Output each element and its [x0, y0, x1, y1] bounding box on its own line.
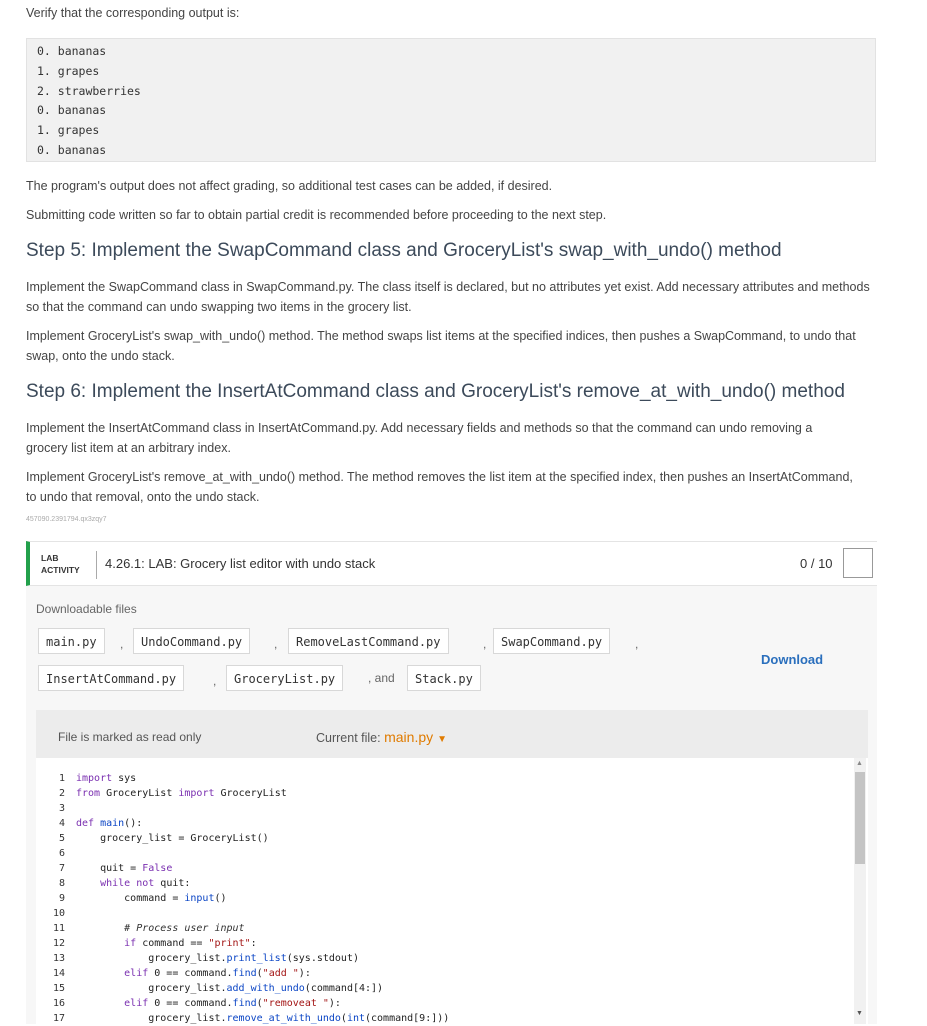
vertical-scrollbar[interactable]	[854, 758, 866, 1024]
output-line: 0. bananas	[37, 103, 107, 118]
intro-text: Verify that the corresponding output is:	[26, 6, 240, 20]
completion-box	[843, 548, 873, 578]
code-line: # Process user input	[76, 923, 245, 934]
line-number: 11	[52, 923, 65, 934]
code-line: while not quit:	[76, 878, 191, 889]
and-text: , and	[368, 671, 395, 685]
download-button[interactable]: Download	[761, 652, 824, 667]
line-number: 16	[52, 998, 65, 1009]
code-line: command = input()	[76, 893, 227, 904]
file-chip-swapcommand-py[interactable]: SwapCommand.py	[493, 628, 610, 654]
comma: ,	[213, 674, 217, 688]
current-file-name: main.py	[384, 729, 434, 745]
readonly-notice: File is marked as read only	[58, 730, 202, 744]
code-line: elif 0 == command.find("removeat "):	[76, 998, 341, 1009]
current-file-selector[interactable]: Current file: main.py ▼	[316, 729, 448, 745]
scroll-up-arrow-icon[interactable]: ▲	[856, 760, 863, 767]
comma: ,	[483, 637, 487, 651]
editor-toolbar	[36, 710, 868, 758]
code-line: grocery_list.remove_at_with_undo(int(command[9:]))	[76, 1013, 450, 1024]
code-line: if command == "print":	[76, 938, 257, 949]
line-number: 4	[58, 818, 65, 829]
output-line: 1. grapes	[37, 123, 100, 138]
line-number: 9	[58, 893, 65, 904]
note-grading: The program's output does not affect grading, so additional test cases can be added, if desired.	[26, 179, 553, 193]
output-line: 2. strawberries	[37, 83, 141, 98]
downloadable-files-label: Downloadable files	[36, 602, 137, 616]
line-number: 14	[52, 968, 65, 979]
line-number: 2	[58, 788, 65, 799]
file-chip-stack-py[interactable]: Stack.py	[407, 665, 481, 691]
output-line: 0. bananas	[37, 142, 107, 157]
step5-heading: Step 5: Implement the SwapCommand class and GroceryList's swap_with_undo() method	[26, 240, 782, 261]
code-line: grocery_list = GroceryList()	[76, 833, 269, 844]
caret-down-icon: ▼	[437, 734, 448, 745]
output-line: 1. grapes	[37, 63, 100, 78]
divider	[96, 551, 97, 579]
code-line: grocery_list.add_with_undo(command[4:])	[76, 983, 384, 994]
code-editor-panel	[26, 706, 877, 1024]
line-number: 17	[52, 1013, 65, 1024]
line-number: 7	[58, 863, 65, 874]
step5-paragraph-2: Implement GroceryList's swap_with_undo() method. The method swaps list items at the specified indices, then pushes a SwapCommand, to undo that swap, onto the undo stack.	[26, 329, 856, 363]
file-chip-undocommand-py[interactable]: UndoCommand.py	[133, 628, 250, 654]
line-number: 13	[52, 953, 65, 964]
file-chip-removelastcommand-py[interactable]: RemoveLastCommand.py	[288, 628, 449, 654]
lab-activity-tag: LAB ACTIVITY	[41, 553, 80, 575]
line-number: 10	[52, 908, 65, 919]
line-number: 8	[58, 878, 65, 889]
code-line: quit = False	[76, 863, 173, 874]
code-line	[76, 846, 449, 861]
step6-paragraph-2: Implement GroceryList's remove_at_with_undo() method. The method removes the list item at the specified index, then pushes an InsertAtCommand, to undo that removal, onto the undo stack.	[26, 470, 853, 504]
line-number: 3	[58, 803, 65, 814]
file-chip-insertatcommand-py[interactable]: InsertAtCommand.py	[38, 665, 184, 691]
code-line: import sys	[76, 773, 137, 784]
comma: ,	[120, 637, 124, 651]
content-id-caption: 457090.2391794.qx3zqy7	[26, 516, 107, 523]
code-line: from GroceryList import GroceryList	[76, 788, 287, 799]
line-number: 12	[52, 938, 65, 949]
note-partial-credit: Submitting code written so far to obtain partial credit is recommended before proceeding to the next step.	[26, 208, 607, 222]
line-number-gutter	[36, 771, 68, 1026]
comma: ,	[274, 637, 278, 651]
downloadable-files-panel	[26, 586, 877, 706]
lab-activity-header	[26, 541, 877, 586]
output-line: 0. bananas	[37, 44, 107, 58]
code-editor[interactable]	[36, 758, 868, 1024]
code-line: def main():	[76, 818, 143, 829]
step6-heading: Step 6: Implement the InsertAtCommand class and GroceryList's remove_at_with_undo() method	[26, 381, 845, 402]
line-number: 6	[58, 848, 65, 859]
comma: ,	[635, 637, 639, 651]
lab-score: 0 / 10	[800, 556, 833, 571]
scroll-down-arrow-icon[interactable]: ▼	[856, 1010, 863, 1017]
step5-paragraph-1: Implement the SwapCommand class in SwapCommand.py. The class itself is declared, but no attributes yet exist. Add necessary attributes and methods so that the command can undo swapping two items in the grocery list.	[26, 280, 870, 314]
scrollbar-thumb[interactable]	[855, 772, 865, 864]
step6-paragraph-1: Implement the InsertAtCommand class in InsertAtCommand.py. Add necessary fields and methods so that the command can undo removing a grocery list item at an arbitrary index.	[26, 421, 813, 455]
line-number: 5	[58, 833, 65, 844]
code-line	[76, 801, 449, 816]
line-number: 15	[52, 983, 65, 994]
code-content	[76, 771, 449, 1026]
file-chip-main-py[interactable]: main.py	[38, 628, 105, 654]
code-line	[76, 906, 449, 921]
file-chip-grocerylist-py[interactable]: GroceryList.py	[226, 665, 343, 691]
line-number: 1	[58, 773, 65, 784]
expected-output-block	[26, 38, 876, 162]
code-line: elif 0 == command.find("add "):	[76, 968, 311, 979]
lab-title: 4.26.1: LAB: Grocery list editor with undo stack	[105, 556, 376, 571]
code-line: grocery_list.print_list(sys.stdout)	[76, 953, 359, 964]
